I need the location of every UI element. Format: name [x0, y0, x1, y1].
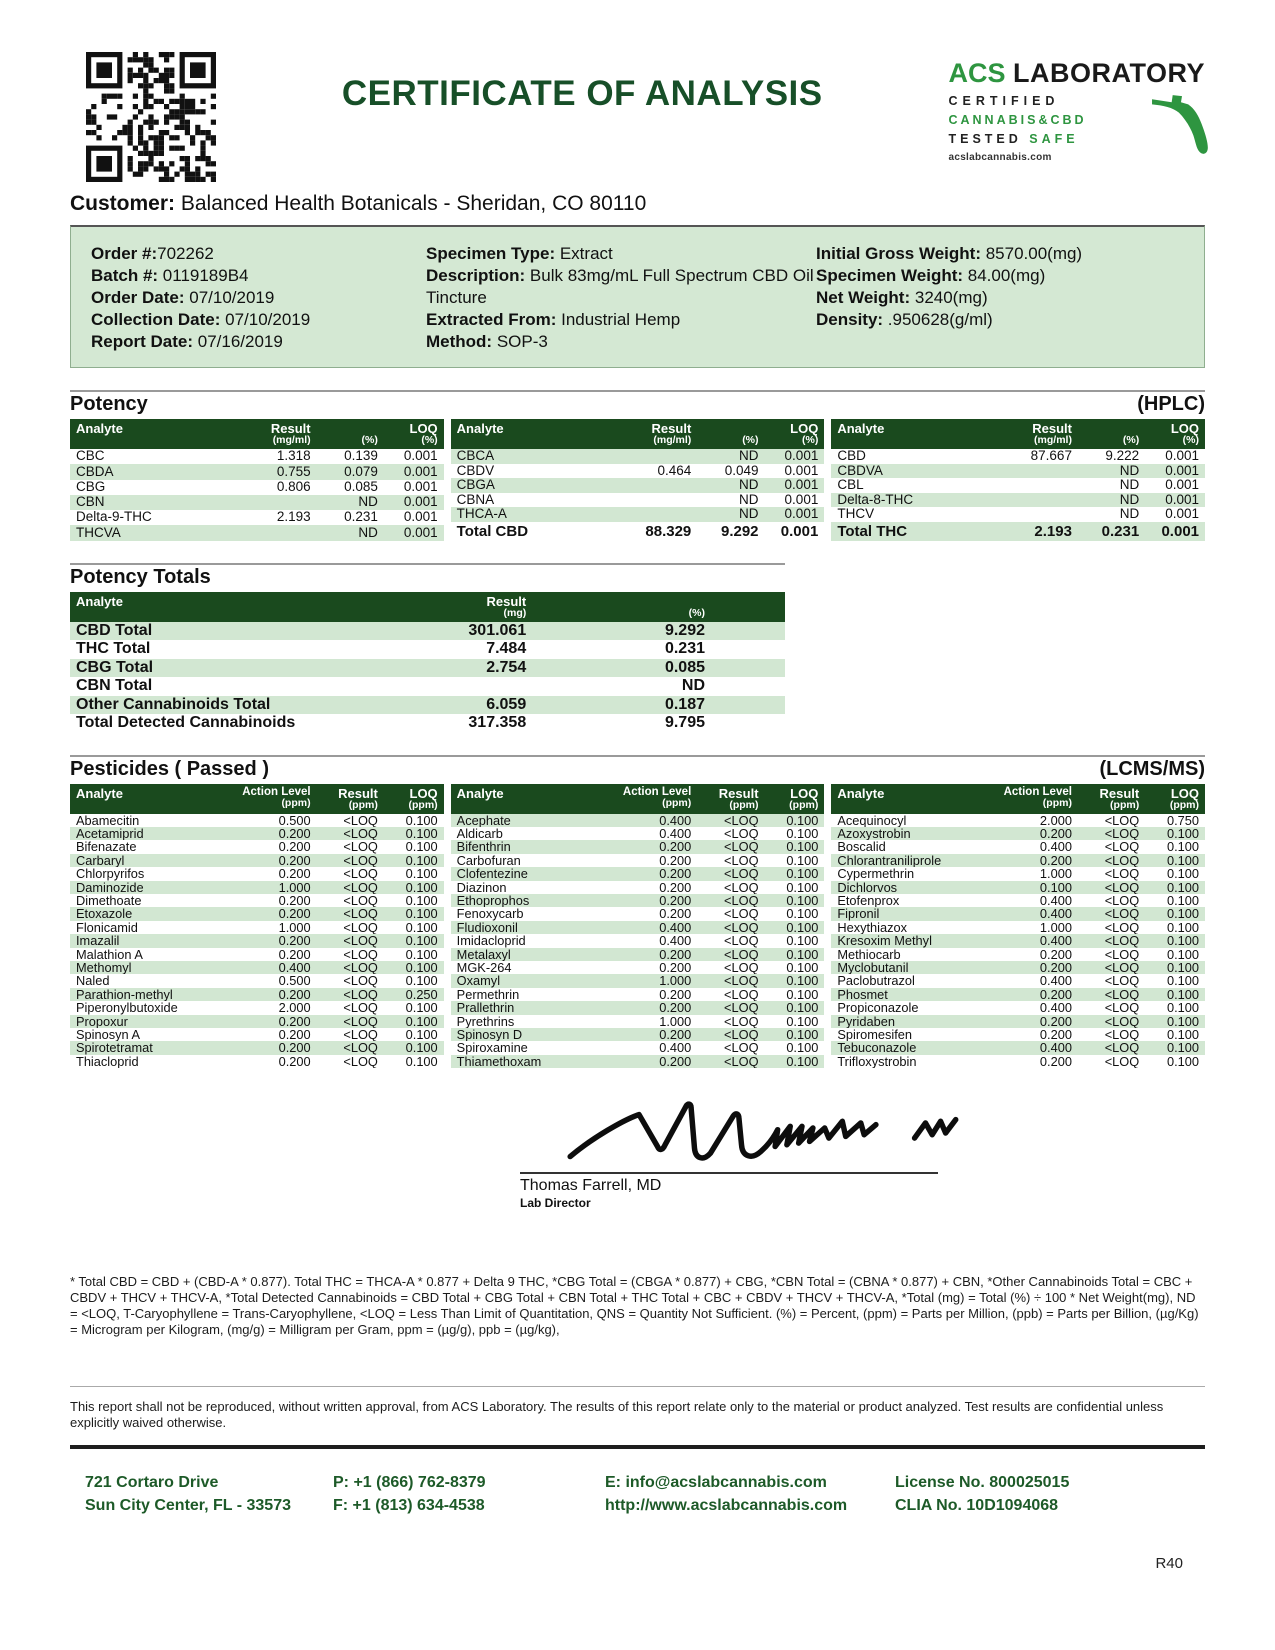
signer-role: Lab Director — [520, 1196, 591, 1211]
table-row: Propoxur 0.200 <LOQ 0.100 — [70, 1015, 444, 1028]
table-row: Kresoxim Methyl 0.400 <LOQ 0.100 — [831, 934, 1205, 947]
table-row: Methiocarb 0.200 <LOQ 0.100 — [837, 947, 1200, 961]
table-row: Dimethoate 0.200 <LOQ 0.100 — [76, 893, 438, 908]
table-row: Acephate 0.400 <LOQ 0.100 — [451, 814, 825, 827]
potency-table-1: Analyte Result (mg/ml) (%) LOQ (%) CBC 1.318 0.139 0.001 CBDA 0.755 0.079 0.001 CBG 0.806 0.085 0.001 CBN ND 0.001 Delta-9-THC 2.193 0.231 0.001 THCVA ND 0.001 — [70, 419, 444, 541]
table-row: THCVA ND 0.001 — [70, 525, 444, 540]
contact-email-web: E: info@acslabcannabis.com http://www.acslabcannabis.com — [605, 1474, 848, 1515]
table-row: Spinosyn A 0.200 <LOQ 0.100 — [76, 1028, 438, 1042]
pesticides-method: (LCMS/MS) — [1099, 757, 1205, 780]
table-row: Piperonylbutoxide 2.000 <LOQ 0.100 — [76, 1001, 438, 1015]
table-row: Daminozide 1.000 <LOQ 0.100 — [70, 881, 444, 894]
table-row: Carbaryl 0.200 <LOQ 0.100 — [70, 854, 444, 867]
table-row: Fipronil 0.400 <LOQ 0.100 — [831, 907, 1205, 920]
table-row: Acequinocyl 2.000 <LOQ 0.750 — [837, 813, 1200, 827]
table-row: Pyrethrins 1.000 <LOQ 0.100 — [456, 1014, 819, 1028]
info-field: Order #:702262 — [91, 244, 214, 263]
customer-line — [70, 192, 1205, 216]
table-row: CBL ND 0.001 — [837, 478, 1200, 492]
info-field: Extracted From: Industrial Hemp — [426, 310, 681, 329]
table-row: Malathion A 0.200 <LOQ 0.100 — [76, 947, 438, 961]
info-field: Initial Gross Weight: 8570.00(mg) — [816, 244, 1083, 263]
potency-totals-section — [70, 563, 785, 733]
table-row: Propiconazole 0.400 <LOQ 0.100 — [837, 1001, 1200, 1015]
table-row: Other Cannabinoids Total 6.059 0.187 — [70, 696, 785, 715]
table-row: Naled 0.500 <LOQ 0.100 — [76, 974, 438, 988]
customer-label: Customer: — [70, 192, 176, 215]
logo-tested-safe-line: TESTED SAFE — [948, 132, 1079, 146]
acs-laboratory-logo — [948, 52, 1205, 163]
pesticides-table-2: Analyte Action Level (ppm) Result (ppm) LOQ (ppm) Acephate 0.400 <LOQ 0.100 Aldicarb 0.400 <LOQ 0.100 Bifenthrin 0.200 <LOQ 0.100 Carbofuran 0.200 <LOQ 0.100 Clofentezine 0.200 <LOQ 0.100 Diazinon 0.200 <LOQ 0.100 Ethoprophos 0.200 <LOQ 0.100 Fenoxycarb 0.200 <LOQ 0.100 Fludioxonil 0.400 <LOQ 0.100 Imidacloprid 0.400 <LOQ 0.100 Metalaxyl 0.200 <LOQ 0.100 MGK-264 0.200 <LOQ 0.100 Oxamyl 1.000 <LOQ 0.100 Permethrin 0.200 <LOQ 0.100 Prallethrin 0.200 <LOQ 0.100 Pyrethrins 1.000 <LOQ 0.100 Spinosyn D 0.200 <LOQ 0.100 Spiroxamine 0.400 <LOQ 0.100 Thiamethoxam 0.200 <LOQ 0.100 — [451, 784, 825, 1069]
info-field: Description: Bulk 83mg/mL Full Spectrum CBD Oil Tincture — [426, 266, 814, 307]
contact-license: License No. 800025015 CLIA No. 10D1094068 — [895, 1474, 1070, 1515]
signature-line — [520, 1172, 938, 1174]
info-field: Density: .950628(g/ml) — [816, 310, 993, 329]
info-field: Collection Date: 07/10/2019 — [91, 310, 311, 329]
table-row: Acetamiprid 0.200 <LOQ 0.100 — [70, 827, 444, 840]
table-row: CBN Total ND — [76, 677, 705, 694]
table-row: Cypermethrin 1.000 <LOQ 0.100 — [837, 867, 1200, 881]
table-row: CBN ND 0.001 — [70, 495, 444, 510]
table-row: Hexythiazox 1.000 <LOQ 0.100 — [837, 920, 1200, 935]
info-field: Batch #: 0119189B4 — [91, 266, 249, 285]
table-row: Pyridaben 0.200 <LOQ 0.100 — [831, 1015, 1205, 1028]
table-row: Delta-9-THC 2.193 0.231 0.001 — [76, 510, 438, 525]
table-row: Bifenazate 0.200 <LOQ 0.100 — [76, 840, 438, 854]
page-reference: R40 — [1155, 1555, 1183, 1572]
table-row: Fenoxycarb 0.200 <LOQ 0.100 — [456, 907, 819, 921]
table-row: Methomyl 0.400 <LOQ 0.100 — [70, 961, 444, 974]
potency-section-header — [70, 390, 1205, 416]
table-row: Total CBD 88.329 9.292 0.001 — [456, 522, 819, 540]
pesticides-table-3: Analyte Action Level (ppm) Result (ppm) LOQ (ppm) Acequinocyl 2.000 <LOQ 0.750 Azoxystrobin 0.200 <LOQ 0.100 Boscalid 0.400 <LOQ 0.100 Chlorantraniliprole 0.200 <LOQ 0.100 Cypermethrin 1.000 <LOQ 0.100 Dichlorvos 0.100 <LOQ 0.100 Etofenprox 0.400 <LOQ 0.100 Fipronil 0.400 <LOQ 0.100 Hexythiazox 1.000 <LOQ 0.100 Kresoxim Methyl 0.400 <LOQ 0.100 Methiocarb 0.200 <LOQ 0.100 Myclobutanil 0.200 <LOQ 0.100 Paclobutrazol 0.400 <LOQ 0.100 Phosmet 0.200 <LOQ 0.100 Propiconazole 0.400 <LOQ 0.100 Pyridaben 0.200 <LOQ 0.100 Spiromesifen 0.200 <LOQ 0.100 Tebuconazole 0.400 <LOQ 0.100 Trifloxystrobin 0.200 <LOQ 0.100 — [831, 784, 1205, 1069]
table-row: THC Total 7.484 0.231 — [76, 640, 705, 657]
table-row: Bifenthrin 0.200 <LOQ 0.100 — [451, 840, 825, 853]
table-row: Spirotetramat 0.200 <LOQ 0.100 — [70, 1041, 444, 1054]
potency-title: Potency — [70, 393, 148, 415]
contact-address: 721 Cortaro Drive Sun City Center, FL - 33573 — [85, 1474, 291, 1515]
potency-method: (HPLC) — [1137, 393, 1205, 415]
customer-value: Balanced Health Botanicals - Sheridan, CO 80110 — [180, 192, 647, 215]
table-row: Total Detected Cannabinoids 317.358 9.795 — [76, 714, 705, 731]
pesticides-title: Pesticides ( Passed ) — [70, 757, 269, 780]
contact-phone-fax: P: +1 (866) 762-8379 F: +1 (813) 634-4538 — [333, 1474, 486, 1515]
table-row: Fludioxonil 0.400 <LOQ 0.100 — [451, 921, 825, 934]
table-row: Dichlorvos 0.100 <LOQ 0.100 — [831, 881, 1205, 894]
table-row: Oxamyl 1.000 <LOQ 0.100 — [451, 974, 825, 987]
signer-name: Thomas Farrell, MD — [520, 1177, 662, 1195]
divider — [70, 1386, 1205, 1387]
table-row: Imazalil 0.200 <LOQ 0.100 — [70, 934, 444, 947]
signature-block — [520, 1086, 1000, 1210]
logo-cannabis-line: CANNABIS&CBD — [948, 113, 1087, 127]
table-row: Etofenprox 0.400 <LOQ 0.100 — [837, 893, 1200, 908]
table-row: Delta-8-THC ND 0.001 — [831, 493, 1205, 508]
table-row: CBCA ND 0.001 — [451, 449, 825, 464]
info-field: Specimen Type: Extract — [426, 244, 613, 263]
table-row: Permethrin 0.200 <LOQ 0.100 — [456, 987, 819, 1002]
potency-table-3: Analyte Result (mg/ml) (%) LOQ (%) CBD 87.667 9.222 0.001 CBDVA ND 0.001 CBL ND 0.001 Delta-8-THC ND 0.001 THCV ND 0.001 Total THC 2.193 0.231 0.001 — [831, 419, 1205, 541]
table-row: Imidacloprid 0.400 <LOQ 0.100 — [456, 934, 819, 948]
info-field: Order Date: 07/10/2019 — [91, 288, 275, 307]
table-row: Total THC 2.193 0.231 0.001 — [831, 522, 1205, 541]
table-row: Phosmet 0.200 <LOQ 0.100 — [831, 988, 1205, 1001]
header — [70, 0, 1205, 182]
potency-table-2: Analyte Result (mg/ml) (%) LOQ (%) CBCA ND 0.001 CBDV 0.464 0.049 0.001 CBGA ND 0.001 CBNA ND 0.001 THCA-A ND 0.001 Total CBD 88.329 9.292 0.001 — [451, 419, 825, 541]
info-field: Net Weight: 3240(mg) — [816, 288, 988, 307]
table-row: CBDVA ND 0.001 — [831, 464, 1205, 479]
footer-rule — [70, 1445, 1205, 1449]
table-row: Flonicamid 1.000 <LOQ 0.100 — [76, 920, 438, 935]
table-row: Azoxystrobin 0.200 <LOQ 0.100 — [831, 827, 1205, 840]
table-row: Boscalid 0.400 <LOQ 0.100 — [837, 840, 1200, 854]
page-title: CERTIFICATE OF ANALYSIS — [341, 74, 823, 113]
logo-website: acslabcannabis.com — [948, 152, 1052, 163]
table-row: Parathion-methyl 0.200 <LOQ 0.250 — [70, 988, 444, 1001]
order-info-col1 — [91, 243, 426, 353]
table-row: Chlorpyrifos 0.200 <LOQ 0.100 — [76, 867, 438, 881]
table-row: THCV ND 0.001 — [837, 507, 1200, 521]
order-info-box — [70, 225, 1205, 368]
table-row: CBDA 0.755 0.079 0.001 — [70, 464, 444, 479]
table-row: CBNA ND 0.001 — [456, 492, 819, 507]
table-row: Metalaxyl 0.200 <LOQ 0.100 — [451, 948, 825, 961]
table-row: CBDV 0.464 0.049 0.001 — [456, 463, 819, 478]
table-row: CBD 87.667 9.222 0.001 — [837, 449, 1200, 463]
table-row: Tebuconazole 0.400 <LOQ 0.100 — [831, 1041, 1205, 1054]
table-row: Spiroxamine 0.400 <LOQ 0.100 — [456, 1041, 819, 1055]
logo-certified-line: CERTIFIED — [948, 94, 1060, 108]
info-field: Report Date: 07/16/2019 — [91, 332, 283, 351]
table-row: THCA-A ND 0.001 — [451, 507, 825, 522]
table-row: Trifloxystrobin 0.200 <LOQ 0.100 — [837, 1054, 1200, 1069]
table-row: Aldicarb 0.400 <LOQ 0.100 — [456, 826, 819, 841]
table-row: Myclobutanil 0.200 <LOQ 0.100 — [831, 961, 1205, 974]
table-row: Carbofuran 0.200 <LOQ 0.100 — [456, 853, 819, 868]
table-row: Thiamethoxam 0.200 <LOQ 0.100 — [451, 1055, 825, 1068]
info-field: Specimen Weight: 84.00(mg) — [816, 266, 1046, 285]
table-row: CBG Total 2.754 0.085 — [70, 659, 785, 678]
table-row: Abamecitin 0.500 <LOQ 0.100 — [76, 813, 438, 827]
table-row: Etoxazole 0.200 <LOQ 0.100 — [70, 907, 444, 920]
qr-code — [86, 52, 216, 182]
table-row: MGK-264 0.200 <LOQ 0.100 — [456, 960, 819, 975]
potency-totals-table: Analyte Result (mg) (%) CBD Total 301.061 9.292 THC Total 7.484 0.231 CBG Total 2.754 0.085 CBN Total ND Other Cannabinoids Total 6.059 0.187 Total Detected Cannabinoids 317.358 9.795 — [70, 592, 785, 733]
disclaimer-text: This report shall not be reproduced, without written approval, from ACS Laboratory. The results of this report relate only to the material or product analyzed. Test results are confidential unless explicitly waived otherwise. — [70, 1399, 1164, 1431]
table-row: Spinosyn D 0.200 <LOQ 0.100 — [451, 1028, 825, 1041]
table-row: Paclobutrazol 0.400 <LOQ 0.100 — [837, 974, 1200, 988]
contact-footer — [70, 1471, 1205, 1517]
potency-tables — [70, 419, 1205, 541]
order-info-col3 — [816, 243, 1204, 353]
table-row: CBG 0.806 0.085 0.001 — [76, 479, 438, 494]
footnote-text: * Total CBD = CBD + (CBD-A * 0.877). Total THC = THCA-A * 0.877 + Delta 9 THC, *CBG Total = (CBGA * 0.877) + CBG, *CBN Total = (CBNA * 0.877) + CBN, *Other Cannabinoids Total = CBC + CBDV + THCV + THCV-A, *Total Detected Cannabinoids = CBD Total + CBG Total + CBN Total + THC Total + CBC + CBDV + THCV + THCV-A, *Total (mg) = Total (%) ÷ 100 * Net Weight(mg), ND = <LOQ, T-Caryophyllene = Trans-Caryophyllene, <LOQ = Less Than Limit of Quantitation, QNS = Quantity Not Sufficient. (%) = Percent, (ppm) = Parts per Million, (ppb) = Parts per Billion, (µg/Kg) = Microgram per Kilogram, (mg/g) = Milligram per Gram, ppm = (µg/g), ppb = (µg/kg), — [70, 1274, 1199, 1338]
table-row: Ethoprophos 0.200 <LOQ 0.100 — [451, 894, 825, 907]
table-row: Thiacloprid 0.200 <LOQ 0.100 — [76, 1054, 438, 1069]
table-row: Diazinon 0.200 <LOQ 0.100 — [456, 880, 819, 894]
pesticides-section-header — [70, 755, 1205, 781]
table-row: Clofentezine 0.200 <LOQ 0.100 — [451, 867, 825, 880]
potency-totals-header — [70, 563, 785, 589]
florida-icon — [1151, 86, 1213, 162]
table-row: Chlorantraniliprole 0.200 <LOQ 0.100 — [831, 854, 1205, 867]
logo-wordmark: ACS LABORATORY — [948, 58, 1205, 88]
table-row: CBD Total 301.061 9.292 — [70, 622, 785, 641]
table-row: Prallethrin 0.200 <LOQ 0.100 — [451, 1001, 825, 1014]
potency-totals-title: Potency Totals — [70, 565, 211, 588]
signature-image — [520, 1086, 1000, 1170]
table-row: CBC 1.318 0.139 0.001 — [76, 449, 438, 464]
info-field: Method: SOP-3 — [426, 332, 548, 351]
pesticides-tables — [70, 784, 1205, 1069]
table-row: CBGA ND 0.001 — [451, 478, 825, 493]
pesticides-table-1: Analyte Action Level (ppm) Result (ppm) LOQ (ppm) Abamecitin 0.500 <LOQ 0.100 Acetamiprid 0.200 <LOQ 0.100 Bifenazate 0.200 <LOQ 0.100 Carbaryl 0.200 <LOQ 0.100 Chlorpyrifos 0.200 <LOQ 0.100 Daminozide 1.000 <LOQ 0.100 Dimethoate 0.200 <LOQ 0.100 Etoxazole 0.200 <LOQ 0.100 Flonicamid 1.000 <LOQ 0.100 Imazalil 0.200 <LOQ 0.100 Malathion A 0.200 <LOQ 0.100 Methomyl 0.400 <LOQ 0.100 Naled 0.500 <LOQ 0.100 Parathion-methyl 0.200 <LOQ 0.250 Piperonylbutoxide 2.000 <LOQ 0.100 Propoxur 0.200 <LOQ 0.100 Spinosyn A 0.200 <LOQ 0.100 Spirotetramat 0.200 <LOQ 0.100 Thiacloprid 0.200 <LOQ 0.100 — [70, 784, 444, 1069]
order-info-col2 — [426, 243, 816, 353]
table-row: Spiromesifen 0.200 <LOQ 0.100 — [837, 1028, 1200, 1042]
